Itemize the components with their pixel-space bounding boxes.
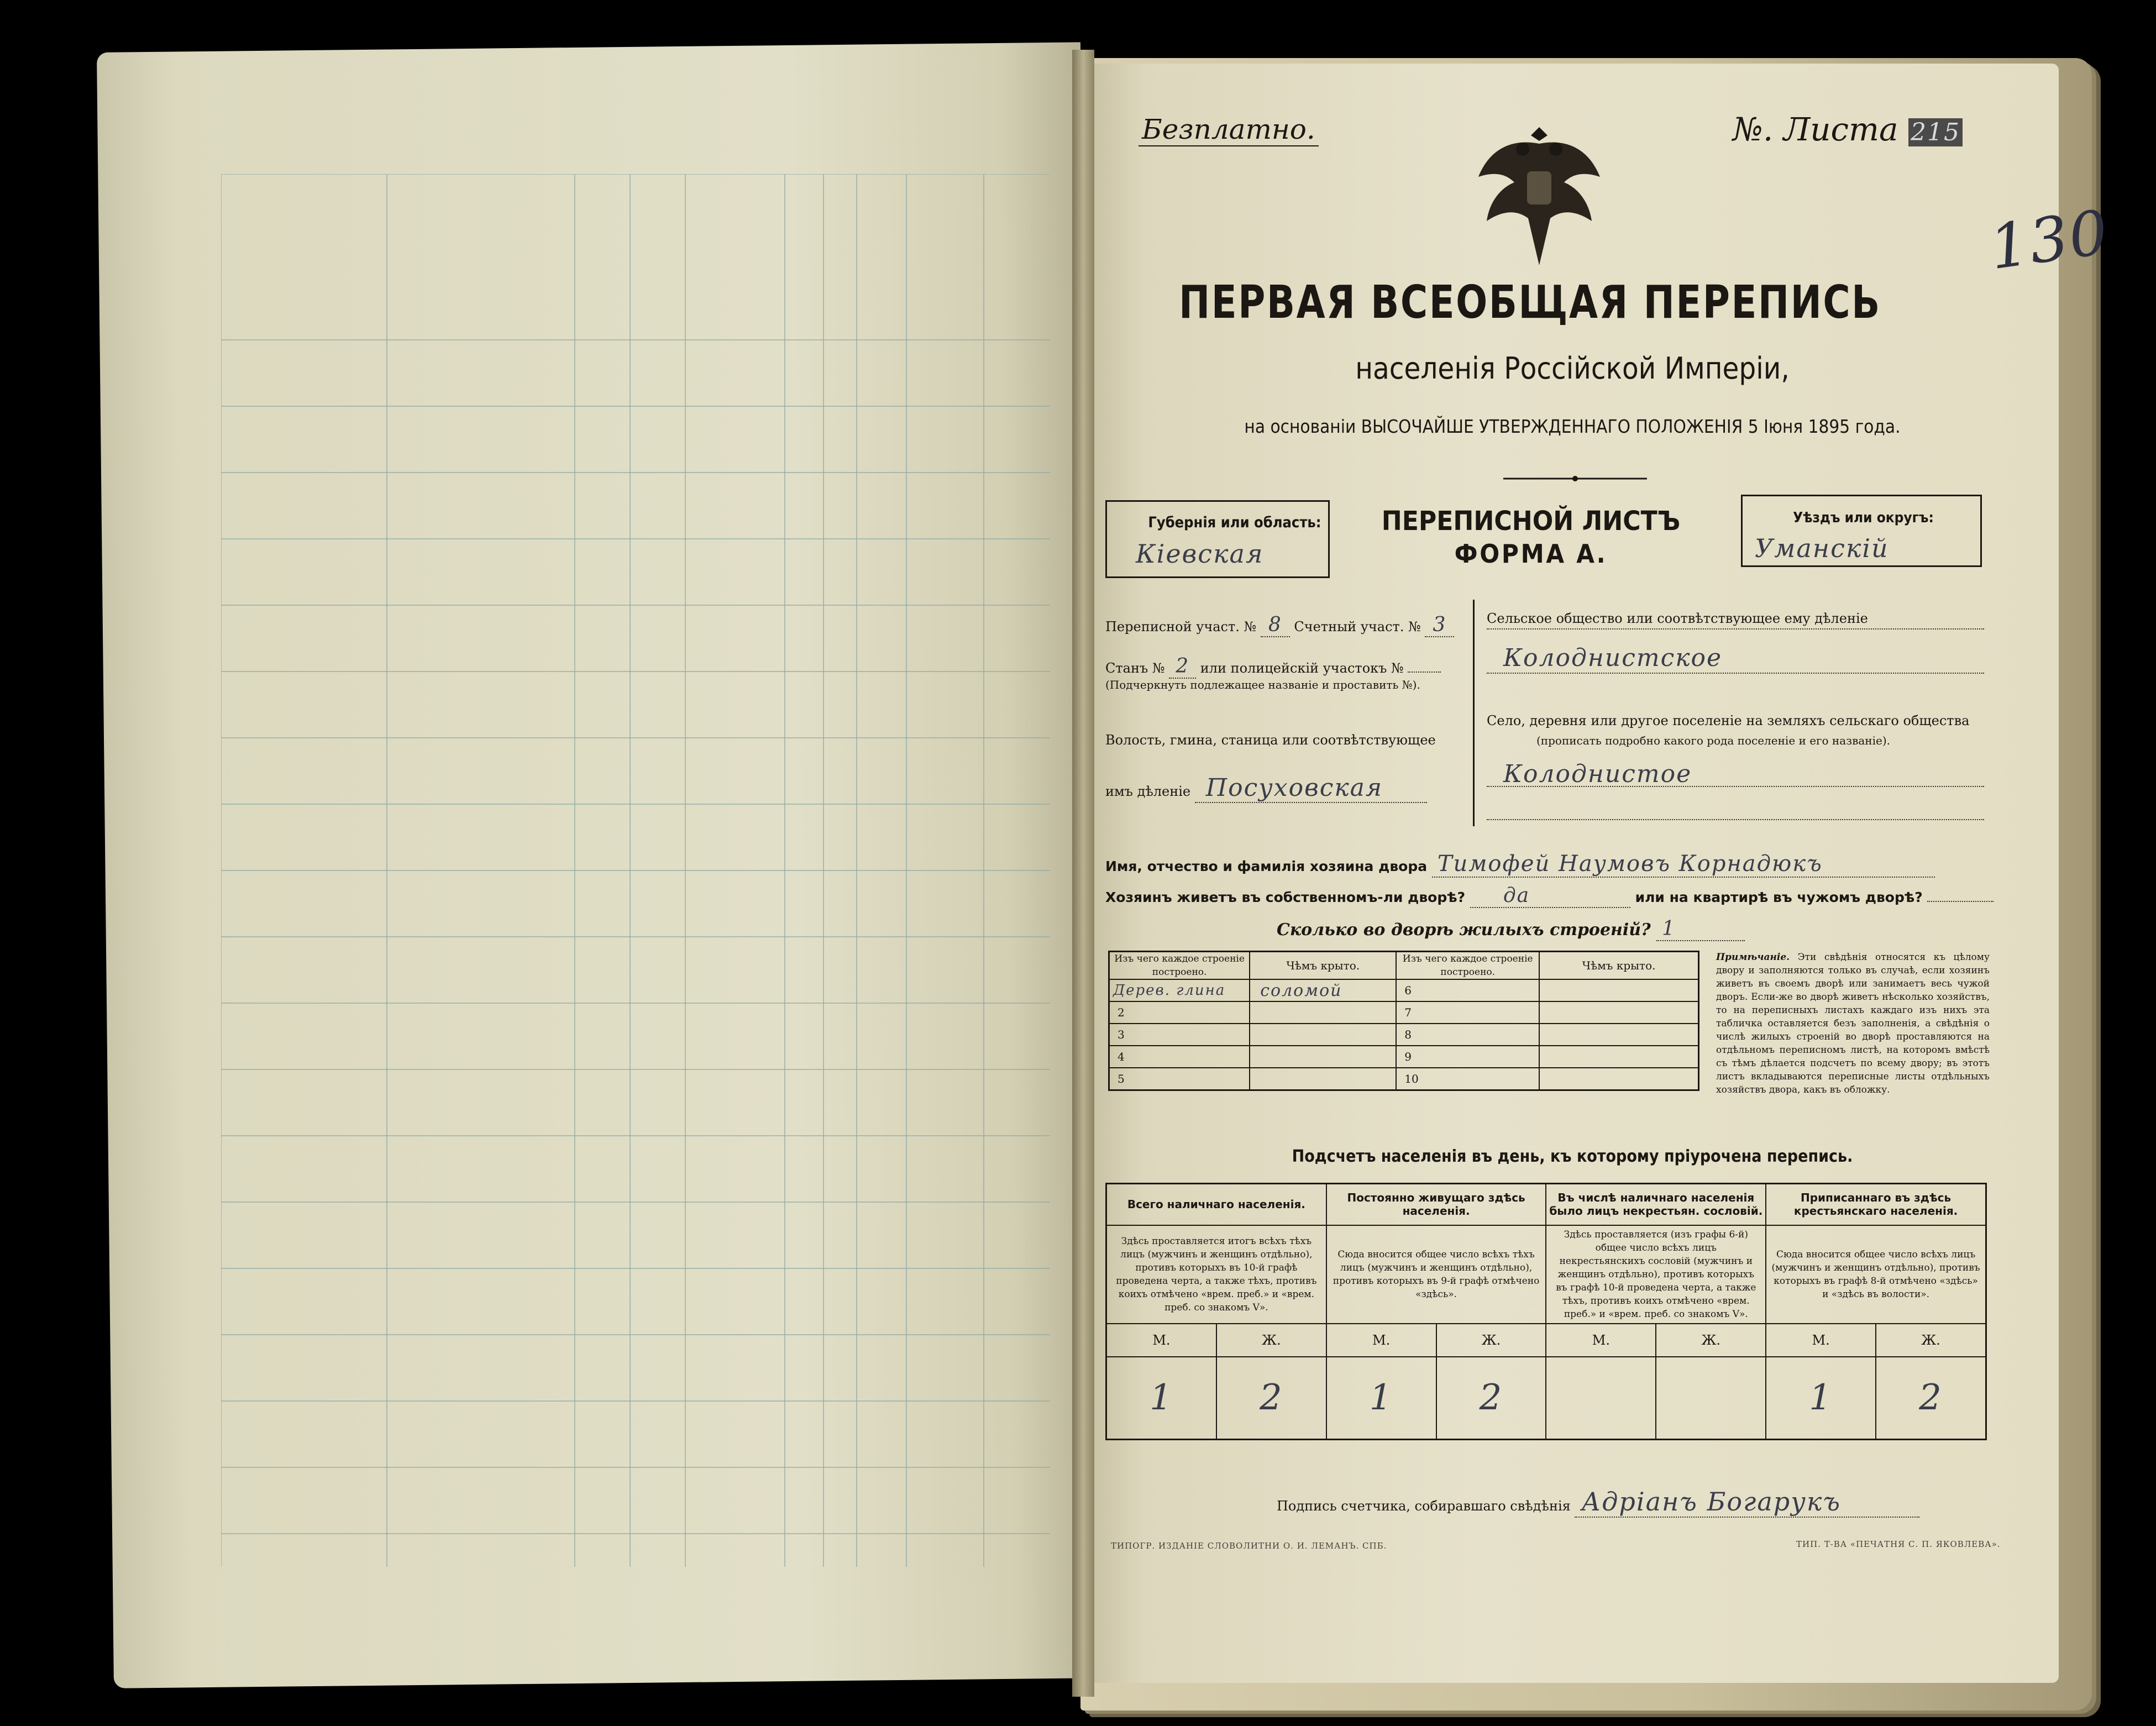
m-label: М. (1106, 1324, 1216, 1357)
row-number: 8 (1396, 1024, 1539, 1046)
volost-value: Посуховская (1195, 774, 1427, 803)
table-row (1109, 1068, 1699, 1090)
village-value: Колоднистое (1503, 760, 1692, 788)
permanent-male: 1 (1326, 1357, 1436, 1440)
census-district-row: Переписной участ. № 8 Счетный участ. № 3 (1105, 613, 1454, 636)
row-number: 7 (1396, 1001, 1539, 1024)
village-note: (прописать подробно какого рода поселеніе и его названіе). (1536, 734, 1890, 747)
note-text: Эти свѣдѣнія относятся къ цѣлому двору и заполняются только въ случаѣ, если хозяинъ живетъ въ своемъ дворѣ или занимаетъ весь чужой дворъ. Если-же во дворѣ живетъ нѣсколько хозяйствъ, то на переписныхъ листахъ каждаго изъ нихъ эта табличка оставляется безъ заполненія, а свѣдѣнія о числѣ жилыхъ строеній во дворѣ проставляются на отдѣльномъ переписномъ листѣ, на которомъ вмѣстѣ съ тѣмъ дѣлается подсчетъ по всему двору; въ этотъ листъ вкладываются переписные листы отдѣльныхъ хозяйствъ двора, какъ въ обложку. (1716, 952, 1990, 1095)
underline-note: (Подчеркнуть подлежащее названіе и проставить №). (1105, 678, 1420, 691)
table-row (1109, 1024, 1699, 1046)
main-title: ПЕРВАЯ ВСЕОБЩАЯ ПЕРЕПИСЬ (1179, 276, 1881, 329)
count-col2-header: Постоянно живущаго здѣсь населенія. (1326, 1184, 1546, 1225)
faded-grid (221, 174, 1050, 1567)
row1-material: Дерев. глина (1109, 979, 1250, 1001)
free-label: Безплатно. (1139, 113, 1319, 146)
count-district-value: 3 (1425, 613, 1454, 637)
uezd-label: Уѣздъ или округъ: (1793, 510, 1934, 526)
society-value-line (1487, 671, 1984, 674)
margin-number: 130 (1985, 196, 2113, 284)
f-label: Ж. (1216, 1324, 1326, 1357)
f-label: Ж. (1656, 1324, 1766, 1357)
left-page-faded-table (221, 174, 1050, 1567)
count-col4-header: Приписаннаго въ здѣсь крестьянскаго населенія. (1766, 1184, 1986, 1225)
sheet-number-label: №. Листа 215 (1733, 111, 1963, 148)
form-title-line2: ФОРМА А. (1454, 539, 1608, 569)
double-headed-eagle-emblem (1467, 105, 1611, 271)
buildings-col4-header: Чѣмъ крыто. (1539, 952, 1698, 980)
m-label: М. (1546, 1324, 1656, 1357)
form-title-line1: ПЕРЕПИСНОЙ ЛИСТЪ (1381, 506, 1681, 537)
fields-divider (1473, 600, 1475, 826)
m-label: М. (1326, 1324, 1436, 1357)
buildings-table (1108, 951, 1699, 1091)
row-number: 3 (1109, 1024, 1250, 1046)
f-label: Ж. (1876, 1324, 1986, 1357)
population-count-table (1105, 1183, 1987, 1440)
gubernia-label: Губернія или область: (1148, 514, 1321, 531)
volost-row: имъ дѣленіе Посуховская (1105, 774, 1427, 803)
society-label: Сельское общество или соотвѣтствующее ему дѣленіе (1487, 611, 1868, 626)
registered-peasant-male: 1 (1766, 1357, 1876, 1440)
owner-name-row: Имя, отчество и фамилія хозяина двора Тимофей Наумовъ Корнадюкъ (1105, 851, 1935, 878)
village-label: Село, деревня или другое поселеніе на земляхъ сельскаго общества (1487, 713, 1970, 728)
registered-peasant-female: 2 (1876, 1357, 1986, 1440)
society-label-line (1487, 627, 1984, 629)
table-row (1106, 1357, 1986, 1440)
non-peasant-male (1546, 1357, 1656, 1440)
volost-label: Волость, гмина, станица или соотвѣтствующее (1105, 732, 1436, 748)
basis-line: на основаніи ВЫСОЧАЙШЕ УТВЕРЖДЕННАГО ПОЛОЖЕНІЯ 5 Іюня 1895 года. (1244, 416, 1901, 437)
non-peasant-female (1656, 1357, 1766, 1440)
stan-row: Станъ № 2 или полицейскій участокъ № (1105, 655, 1441, 678)
f-label: Ж. (1436, 1324, 1546, 1357)
buildings-col1-header: Изъ чего каждое строеніе построено. (1109, 952, 1250, 980)
table-row (1109, 1046, 1699, 1068)
stan-value: 2 (1169, 655, 1196, 679)
owner-name-value: Тимофей Наумовъ Корнадюкъ (1432, 851, 1935, 878)
ornament-divider (1503, 474, 1647, 480)
uezd-value: Уманскій (1755, 533, 1889, 563)
m-label: М. (1766, 1324, 1876, 1357)
owner-lives-value: да (1470, 884, 1630, 908)
table-row (1109, 979, 1699, 1001)
society-value: Колоднистское (1503, 644, 1723, 672)
row-number: 10 (1396, 1068, 1539, 1090)
table-row (1109, 1001, 1699, 1024)
village-extra-line (1487, 818, 1984, 820)
row-number: 6 (1396, 979, 1539, 1001)
count-col3-header: Въ числѣ наличнаго населенія было лицъ некрестьян. сословій. (1546, 1184, 1766, 1225)
footer-printer-left: ТИПОГР. ИЗДАНІЕ СЛОВОЛИТНИ О. И. ЛЕМАНЪ. СПБ. (1111, 1541, 1387, 1551)
sheet-number-value: 215 (1908, 118, 1963, 146)
permanent-female: 2 (1436, 1357, 1546, 1440)
count-col3-desc: Здѣсь проставляется (изъ графы 6-й) общее число всѣхъ лицъ некрестьянскихъ сословій (мужчинъ и женщинъ отдѣльно), противъ которыхъ въ графѣ 10-й проведена черта, а также тѣхъ, противъ коихъ отмѣчено «врем. преб.» и «врем. преб. со знакомъ V». (1546, 1225, 1766, 1324)
buildings-row: Сколько во дворѣ жилыхъ строеній? 1 (1277, 917, 1745, 941)
total-present-male: 1 (1106, 1357, 1216, 1440)
note-block (1716, 951, 1990, 1097)
subtitle: населенія Россійской Имперіи, (1355, 351, 1790, 386)
total-present-female: 2 (1216, 1357, 1326, 1440)
book-spine (1072, 50, 1094, 1697)
gubernia-value: Кіевская (1136, 539, 1264, 569)
count-col2-desc: Сюда вносится общее число всѣхъ тѣхъ лицъ (мужчинъ и женщинъ отдѣльно), противъ которыхъ въ 9-й графѣ отмѣчено «здѣсь». (1326, 1225, 1546, 1324)
row1-roof: соломой (1250, 979, 1396, 1001)
village-value-line (1487, 785, 1984, 787)
row-number: 2 (1109, 1001, 1250, 1024)
census-district-value: 8 (1261, 613, 1290, 637)
buildings-col3-header: Изъ чего каждое строеніе построено. (1396, 952, 1539, 980)
row-number: 9 (1396, 1046, 1539, 1068)
footer-printer-right: ТИП. Т-ВА «ПЕЧАТНЯ С. П. ЯКОВЛЕВА». (1796, 1539, 2001, 1549)
row-number: 5 (1109, 1068, 1250, 1090)
buildings-value: 1 (1656, 917, 1745, 941)
count-col4-desc: Сюда вносится общее число всѣхъ лицъ (мужчинъ и женщинъ отдѣльно), противъ которыхъ въ графѣ 8-й отмѣчено «здѣсь» и «здѣсь въ волости». (1766, 1225, 1986, 1324)
owner-lives-row: Хозяинъ живетъ въ собственномъ-ли дворѣ? да или на квартирѣ въ чужомъ дворѣ? (1105, 884, 1994, 908)
count-col1-header: Всего наличнаго населенія. (1106, 1184, 1326, 1225)
note-title: Примѣчаніе. (1716, 952, 1790, 963)
buildings-col2-header: Чѣмъ крыто. (1250, 952, 1396, 980)
signature-row: Подпись счетчика, собиравшаго свѣдѣнія Адріанъ Богарукъ (1277, 1487, 1919, 1518)
count-heading: Подсчетъ населенія въ день, къ которому пріурочена перепись. (1292, 1147, 1853, 1166)
row-number: 4 (1109, 1046, 1250, 1068)
signature-value: Адріанъ Богарукъ (1575, 1487, 1919, 1518)
count-col1-desc: Здѣсь проставляется итогъ всѣхъ тѣхъ лицъ (мужчинъ и женщинъ отдѣльно), противъ которыхъ въ 10-й графѣ проведена черта, а также тѣхъ, противъ коихъ отмѣчено «врем. преб.» и «врем. преб. со знакомъ V». (1106, 1225, 1326, 1324)
